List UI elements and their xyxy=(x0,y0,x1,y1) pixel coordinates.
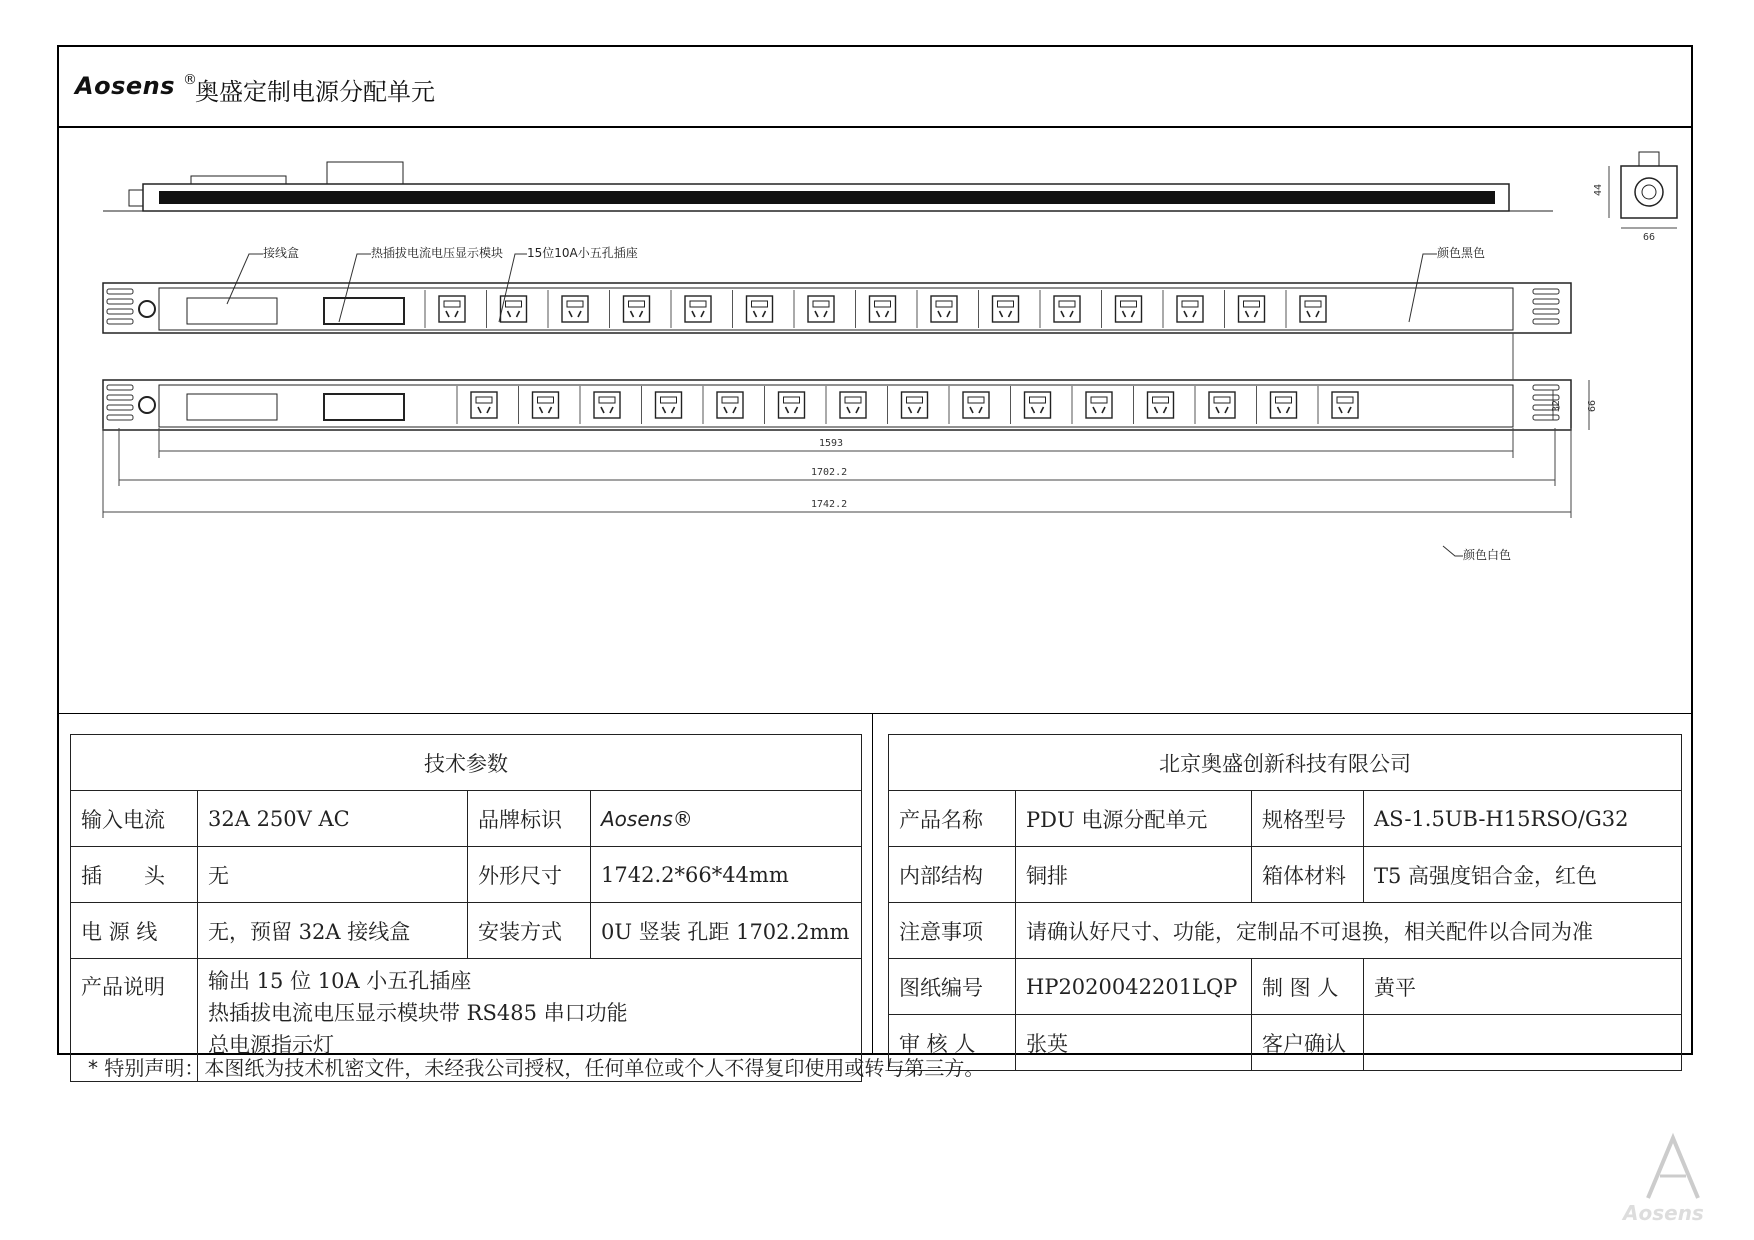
mounting-slot xyxy=(107,319,133,324)
dim-66-side: 66 xyxy=(1587,399,1598,412)
socket-1-14 xyxy=(1225,290,1265,328)
socket-2-9 xyxy=(949,386,989,424)
watermark-text: Aosens xyxy=(1623,1201,1704,1225)
customer-confirm-label: 客户确认 xyxy=(1252,1015,1364,1071)
brand-logo: Aosens xyxy=(75,72,175,100)
drafter-value: 黄平 xyxy=(1364,959,1682,1015)
mounting-slot xyxy=(107,289,133,294)
material-value: T5 高强度铝合金，红色 xyxy=(1364,847,1682,903)
dim-32: 32 xyxy=(1551,399,1562,412)
brand-value: Aosens® xyxy=(591,791,862,847)
mounting-slot xyxy=(1533,289,1559,294)
material-label: 箱体材料 xyxy=(1252,847,1364,903)
socket-2-6 xyxy=(765,386,805,424)
socket-2-8 xyxy=(888,386,928,424)
mounting-slot xyxy=(1533,299,1559,304)
description-line: 热插拔电流电压显示模块带 RS485 串口功能 xyxy=(208,1001,628,1025)
mounting-slot xyxy=(1533,395,1559,400)
dim-1702: 1702.2 xyxy=(811,467,848,478)
callout-color-black: 颜色黑色 xyxy=(1437,246,1486,260)
dim-1593: 1593 xyxy=(819,438,844,449)
socket-1-10 xyxy=(979,290,1019,328)
socket-1-15 xyxy=(1286,290,1326,328)
dim-66-end: 66 xyxy=(1643,232,1656,243)
section-divider xyxy=(872,714,873,1055)
mounting-slot xyxy=(1533,385,1559,390)
mounting-slot xyxy=(107,415,133,420)
socket-2-14 xyxy=(1257,386,1297,424)
socket-2-15 xyxy=(1318,386,1358,424)
socket-1-5 xyxy=(671,290,711,328)
tech-params-table xyxy=(70,734,862,1082)
structure-label: 内部结构 xyxy=(889,847,1016,903)
socket-2-2 xyxy=(519,386,559,424)
socket-2-12 xyxy=(1134,386,1174,424)
dimensions-label: 外形尺寸 xyxy=(468,847,591,903)
sheet-header xyxy=(59,47,1691,128)
dimension-lines xyxy=(103,428,1571,518)
socket-1-6 xyxy=(733,290,773,328)
mounting-slot xyxy=(107,309,133,314)
watermark-logo-icon xyxy=(1618,1128,1728,1228)
socket-1-1 xyxy=(425,290,465,328)
structure-value: 铜排 xyxy=(1016,847,1252,903)
pdu-drawing-svg xyxy=(59,128,1691,714)
callout-hot-swap-module: 热插拔电流电压显示模块 xyxy=(371,246,504,260)
front-view-bottom xyxy=(103,333,1598,430)
socket-1-8 xyxy=(856,290,896,328)
model-label: 规格型号 xyxy=(1252,791,1364,847)
socket-2-5 xyxy=(703,386,743,424)
mounting-slot xyxy=(1533,319,1559,324)
technical-drawing xyxy=(59,128,1691,714)
mounting-slot xyxy=(107,385,133,390)
brand-label: 品牌标识 xyxy=(468,791,591,847)
dim-44: 44 xyxy=(1593,183,1604,196)
notice-label: 注意事项 xyxy=(889,903,1016,959)
socket-2-4 xyxy=(642,386,682,424)
tech-params-caption: 技术参数 xyxy=(71,735,862,791)
socket-2-1 xyxy=(457,386,497,424)
notice-value: 请确认好尺寸、功能，定制品不可退换，相关配件以合同为准 xyxy=(1016,903,1682,959)
cable-gland xyxy=(139,301,155,317)
socket-2-3 xyxy=(580,386,620,424)
socket-1-9 xyxy=(917,290,957,328)
end-view xyxy=(1593,152,1677,243)
socket-1-2 xyxy=(487,290,527,328)
customer-confirm-value xyxy=(1364,1015,1682,1071)
reviewer-label: 审 核 人 xyxy=(889,1015,1016,1071)
description-label: 产品说明 xyxy=(71,959,198,1082)
side-view xyxy=(103,162,1553,211)
mounting-slot xyxy=(107,405,133,410)
socket-1-12 xyxy=(1102,290,1142,328)
input-current-label: 输入电流 xyxy=(71,791,198,847)
dim-1742: 1742.2 xyxy=(811,499,848,510)
model-value: AS-1.5UB-H15RSO/G32 xyxy=(1364,791,1682,847)
socket-1-3 xyxy=(548,290,588,328)
description-line: 输出 15 位 10A 小五孔插座 xyxy=(208,969,472,993)
front-view-top xyxy=(103,283,1571,333)
callout-sockets: 15位10A小五孔插座 xyxy=(527,246,638,260)
socket-2-11 xyxy=(1072,386,1112,424)
drawing-no-label: 图纸编号 xyxy=(889,959,1016,1015)
plug-label: 插 头 xyxy=(71,847,198,903)
socket-2-7 xyxy=(826,386,866,424)
drafter-label: 制 图 人 xyxy=(1252,959,1364,1015)
product-name-value: PDU 电源分配单元 xyxy=(1016,791,1252,847)
power-cord-label: 电 源 线 xyxy=(71,903,198,959)
socket-1-13 xyxy=(1163,290,1203,328)
registered-mark: ® xyxy=(183,72,197,88)
cable-gland xyxy=(139,397,155,413)
input-current-value: 32A 250V AC xyxy=(198,791,468,847)
socket-2-10 xyxy=(1011,386,1051,424)
description-line: 总电源指示灯 xyxy=(208,1033,334,1057)
mounting-slot xyxy=(107,395,133,400)
mounting-slot xyxy=(1533,309,1559,314)
power-cord-value: 无，预留 32A 接线盒 xyxy=(198,903,468,959)
reviewer-value: 张英 xyxy=(1016,1015,1252,1071)
socket-1-4 xyxy=(610,290,650,328)
socket-1-7 xyxy=(794,290,834,328)
callout-color-white: 颜色白色 xyxy=(1463,548,1512,562)
callout-junction-box: 接线盒 xyxy=(263,246,300,260)
product-name-label: 产品名称 xyxy=(889,791,1016,847)
company-caption: 北京奥盛创新科技有限公司 xyxy=(889,735,1682,791)
socket-2-13 xyxy=(1195,386,1235,424)
aosens-watermark xyxy=(1618,1128,1728,1232)
company-info-table xyxy=(888,734,1682,1071)
mounting-value: 0U 竖装 孔距 1702.2mm xyxy=(591,903,862,959)
sheet-title: 奥盛定制电源分配单元 xyxy=(195,78,435,106)
mounting-label: 安装方式 xyxy=(468,903,591,959)
mounting-slot xyxy=(107,299,133,304)
plug-value: 无 xyxy=(198,847,468,903)
dimensions-value: 1742.2*66*44mm xyxy=(591,847,862,903)
socket-1-11 xyxy=(1040,290,1080,328)
mounting-slot xyxy=(1533,415,1559,420)
confidentiality-notice: * 特别声明：本图纸为技术机密文件，未经我公司授权，任何单位或个人不得复印使用或转与第三方。 xyxy=(88,1056,985,1080)
drawing-no-value: HP2020042201LQP xyxy=(1016,959,1252,1015)
drawing-sheet xyxy=(57,45,1693,1055)
